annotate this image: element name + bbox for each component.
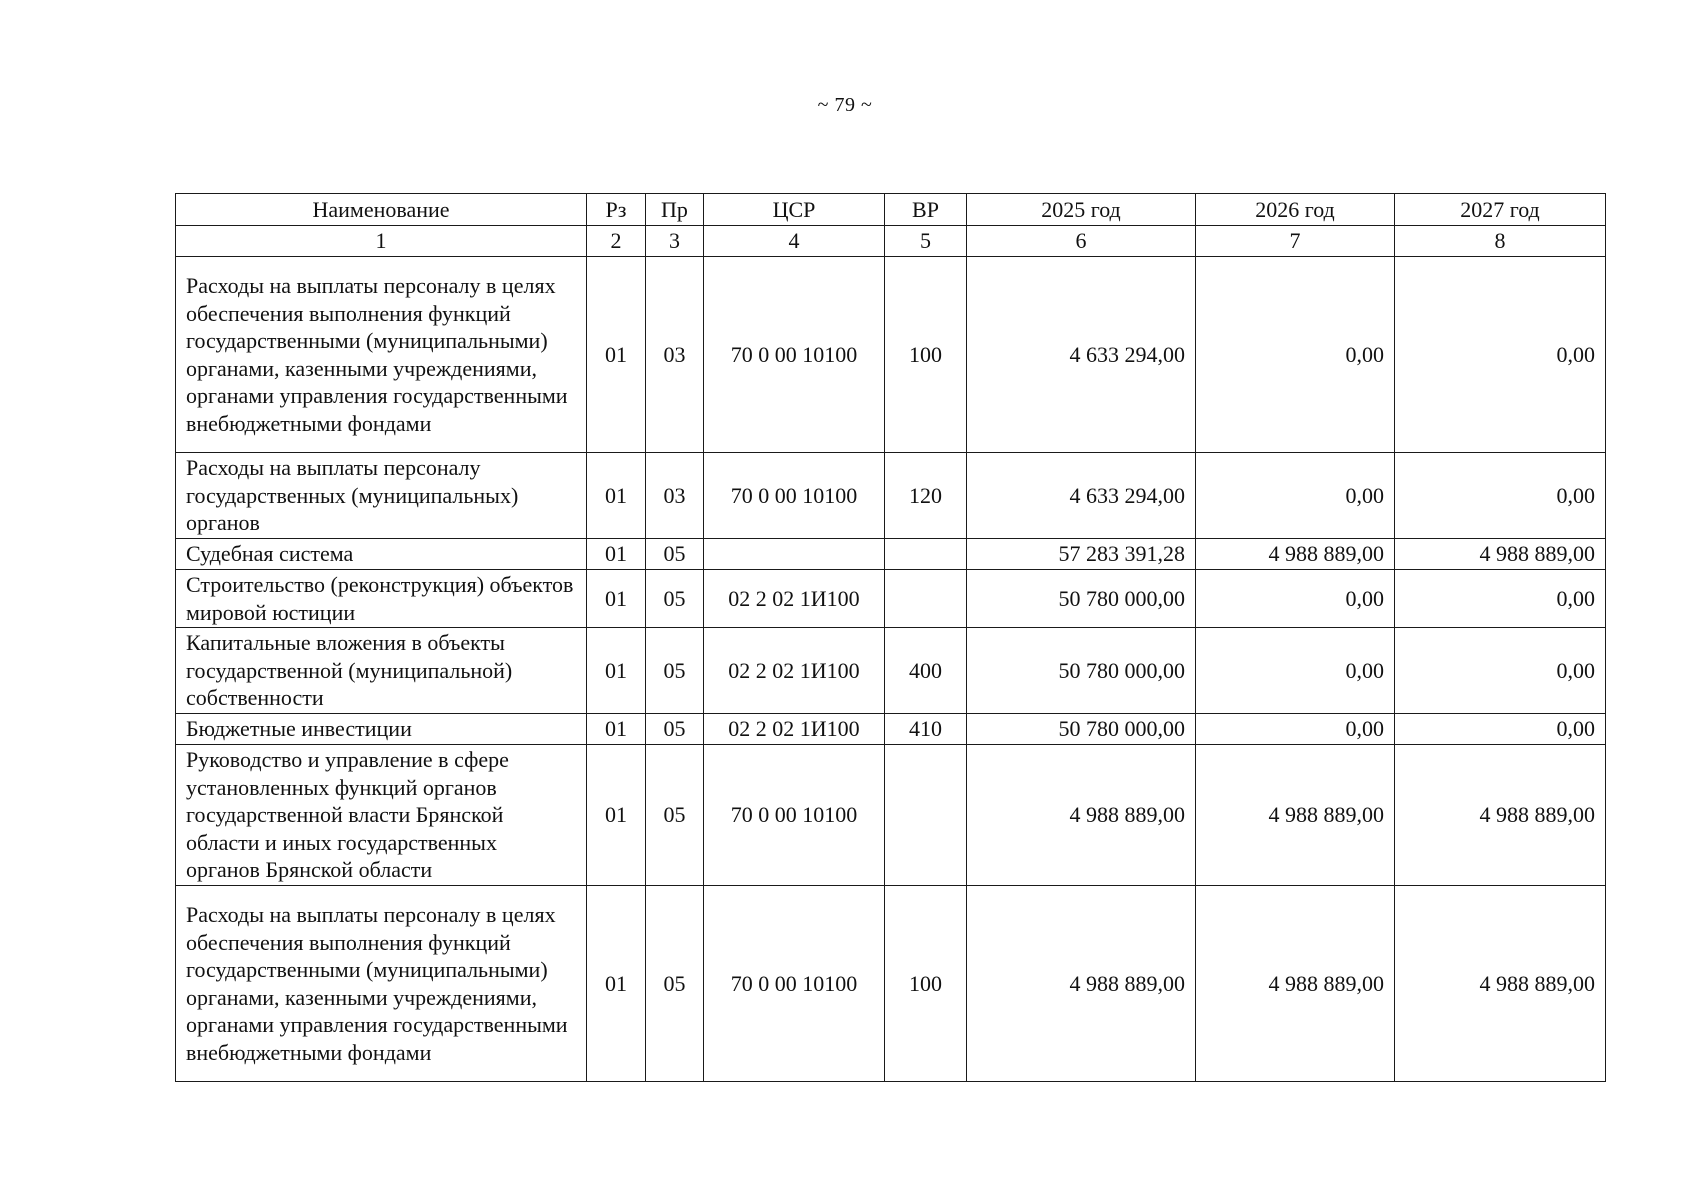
row-amount-2026: 0,00 — [1196, 570, 1395, 628]
row-pr: 05 — [646, 745, 704, 886]
row-amount-2027: 0,00 — [1395, 453, 1606, 539]
row-name: Судебная система — [176, 539, 587, 570]
row-amount-2027: 4 988 889,00 — [1395, 539, 1606, 570]
table-row — [176, 570, 1606, 628]
table-row — [176, 628, 1606, 714]
row-pr: 05 — [646, 714, 704, 745]
table-row — [176, 886, 1606, 1082]
row-amount-2025: 4 988 889,00 — [967, 745, 1196, 886]
row-amount-2025: 4 988 889,00 — [967, 886, 1196, 1082]
header-2025: 2025 год — [967, 194, 1196, 226]
budget-table — [175, 193, 1606, 1082]
row-csr — [704, 539, 885, 570]
row-pr: 05 — [646, 570, 704, 628]
row-pr: 05 — [646, 886, 704, 1082]
row-amount-2026: 0,00 — [1196, 714, 1395, 745]
row-vr: 410 — [885, 714, 967, 745]
column-number-row — [176, 226, 1606, 257]
table-row — [176, 257, 1606, 453]
row-rz: 01 — [587, 570, 646, 628]
row-amount-2026: 0,00 — [1196, 628, 1395, 714]
row-csr: 02 2 02 1И100 — [704, 714, 885, 745]
table-row — [176, 539, 1606, 570]
column-number: 8 — [1395, 226, 1606, 257]
row-name: Капитальные вложения в объекты государственной (муниципальной) собственности — [176, 628, 587, 714]
header-2026: 2026 год — [1196, 194, 1395, 226]
row-vr: 120 — [885, 453, 967, 539]
row-name: Расходы на выплаты персоналу в целях обеспечения выполнения функций государственными (муниципальными) органами, казенными учреждениями, органами управления государственными внебюджетными фондами — [176, 257, 587, 453]
row-csr: 02 2 02 1И100 — [704, 570, 885, 628]
row-amount-2026: 4 988 889,00 — [1196, 886, 1395, 1082]
row-rz: 01 — [587, 745, 646, 886]
row-name: Руководство и управление в сфере установленных функций органов государственной власти Брянской области и иных государственных органов Брянской области — [176, 745, 587, 886]
row-name: Строительство (реконструкция) объектов мировой юстиции — [176, 570, 587, 628]
header-name: Наименование — [176, 194, 587, 226]
row-pr: 03 — [646, 453, 704, 539]
column-number: 2 — [587, 226, 646, 257]
row-amount-2025: 57 283 391,28 — [967, 539, 1196, 570]
row-vr — [885, 745, 967, 886]
row-csr: 70 0 00 10100 — [704, 886, 885, 1082]
table-row — [176, 745, 1606, 886]
row-amount-2026: 0,00 — [1196, 453, 1395, 539]
column-number: 3 — [646, 226, 704, 257]
row-csr: 02 2 02 1И100 — [704, 628, 885, 714]
column-number: 1 — [176, 226, 587, 257]
row-pr: 03 — [646, 257, 704, 453]
row-amount-2027: 0,00 — [1395, 628, 1606, 714]
row-amount-2025: 4 633 294,00 — [967, 257, 1196, 453]
row-amount-2027: 4 988 889,00 — [1395, 886, 1606, 1082]
row-rz: 01 — [587, 539, 646, 570]
table-row — [176, 453, 1606, 539]
row-pr: 05 — [646, 539, 704, 570]
row-vr: 100 — [885, 257, 967, 453]
header-pr: Пр — [646, 194, 704, 226]
row-amount-2025: 50 780 000,00 — [967, 570, 1196, 628]
row-name: Расходы на выплаты персоналу государственных (муниципальных) органов — [176, 453, 587, 539]
row-amount-2026: 4 988 889,00 — [1196, 745, 1395, 886]
row-vr: 400 — [885, 628, 967, 714]
row-vr — [885, 570, 967, 628]
column-number: 5 — [885, 226, 967, 257]
row-amount-2025: 50 780 000,00 — [967, 714, 1196, 745]
row-amount-2026: 0,00 — [1196, 257, 1395, 453]
header-rz: Рз — [587, 194, 646, 226]
column-number: 7 — [1196, 226, 1395, 257]
row-amount-2026: 4 988 889,00 — [1196, 539, 1395, 570]
page-number: ~ 79 ~ — [817, 94, 873, 116]
row-rz: 01 — [587, 886, 646, 1082]
row-name: Расходы на выплаты персоналу в целях обеспечения выполнения функций государственными (муниципальными) органами, казенными учреждениями, органами управления государственными внебюджетными фондами — [176, 886, 587, 1082]
row-csr: 70 0 00 10100 — [704, 257, 885, 453]
header-2027: 2027 год — [1395, 194, 1606, 226]
row-amount-2025: 50 780 000,00 — [967, 628, 1196, 714]
row-csr: 70 0 00 10100 — [704, 745, 885, 886]
row-vr — [885, 539, 967, 570]
header-vr: ВР — [885, 194, 967, 226]
row-name: Бюджетные инвестиции — [176, 714, 587, 745]
row-rz: 01 — [587, 628, 646, 714]
row-amount-2027: 0,00 — [1395, 257, 1606, 453]
row-amount-2027: 0,00 — [1395, 714, 1606, 745]
row-vr: 100 — [885, 886, 967, 1082]
row-amount-2025: 4 633 294,00 — [967, 453, 1196, 539]
row-rz: 01 — [587, 257, 646, 453]
row-amount-2027: 0,00 — [1395, 570, 1606, 628]
column-number: 6 — [967, 226, 1196, 257]
row-pr: 05 — [646, 628, 704, 714]
row-rz: 01 — [587, 453, 646, 539]
header-row — [176, 194, 1606, 226]
table-row — [176, 714, 1606, 745]
row-rz: 01 — [587, 714, 646, 745]
row-amount-2027: 4 988 889,00 — [1395, 745, 1606, 886]
column-number: 4 — [704, 226, 885, 257]
header-csr: ЦСР — [704, 194, 885, 226]
row-csr: 70 0 00 10100 — [704, 453, 885, 539]
